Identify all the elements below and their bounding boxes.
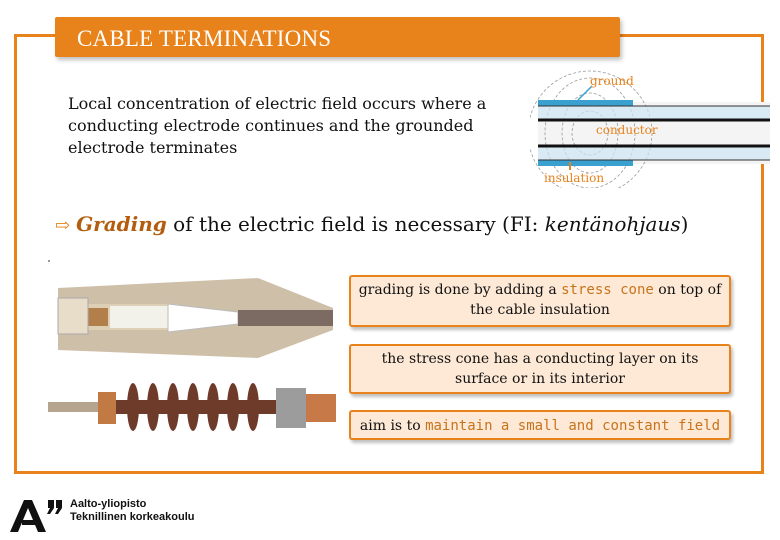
outdoor-termination-image	[48, 370, 346, 445]
grading-statement	[55, 212, 688, 236]
callout-2-text: the stress cone has a conducting layer on its surface or in its interior	[381, 351, 699, 387]
slide-title: CABLE TERMINATIONS	[77, 26, 332, 51]
aalto-a-icon	[8, 498, 64, 534]
arrow-right-icon: ⇨	[55, 215, 71, 236]
callout-1-highlight: stress cone	[561, 282, 654, 298]
stray-dot	[48, 260, 50, 262]
stress-cone-cutaway-image	[48, 268, 346, 368]
label-conductor: conductor	[596, 123, 658, 137]
callout-3-pre: aim is to	[359, 418, 426, 434]
logo-line-2: Teknillinen korkeakoulu	[70, 511, 195, 523]
logo-line-1: Aalto-yliopisto	[70, 498, 147, 510]
ground-shield-top	[538, 100, 633, 106]
ground-shield-bottom	[538, 160, 633, 166]
label-insulation: insulation	[544, 171, 605, 185]
grading-close: )	[680, 212, 689, 236]
aalto-logo	[8, 498, 208, 534]
grading-rest: of the electric field is necessary (FI:	[166, 212, 545, 236]
callout-aim	[349, 410, 731, 440]
callout-3-highlight: maintain a small and constant field	[425, 418, 721, 434]
callout-1-pre: grading is done by adding a	[358, 282, 562, 298]
callout-1-post: on top of the cable insulation	[470, 282, 722, 318]
label-ground: ground	[590, 74, 634, 88]
fi-term: kentänohjaus	[544, 212, 681, 236]
callout-conducting-layer	[349, 344, 731, 394]
intro-text: Local concentration of electric field occurs where a conducting electrode continues and the grounded electrode terminates	[68, 94, 487, 157]
callout-stress-cone	[349, 275, 731, 327]
grading-word: Grading	[76, 212, 167, 236]
